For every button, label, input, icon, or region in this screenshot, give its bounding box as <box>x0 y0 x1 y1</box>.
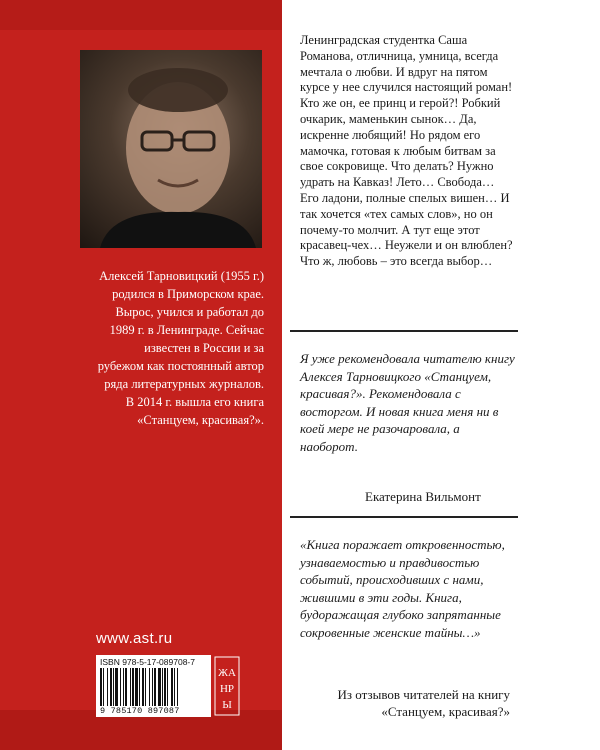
barcode-bar <box>120 668 121 706</box>
barcode-bar <box>177 668 178 706</box>
author-photo <box>80 50 262 248</box>
book-synopsis: Ленинградская студентка Саша Романова, отличница, умница, всегда мечтала о любви. И вдруг на пятом курсе у нее случился настоящий роман! Кто же он, ее принц и герой?! Робкий очкарик, маменькин сынок… Да, искренне любящий! Но рядом его мамочка, готовая к любым битвам за свое сокровище. Что делать? Нужно удрать на Кавказ! Лето… Свобода… Его ладони, полные спелых вишен… И так хочется «тех самых слов», но он почему-то молчит. А тут еще этот красавец-чех… Неужели и он влюблен? Что ж, любовь – это всегда выбор… <box>300 33 513 269</box>
svg-text:ЖА: ЖА <box>218 667 236 679</box>
review-quote-vilmont: Я уже рекомендовала читателю книгу Алексея Тарновицкого «Станцуем, красивая?». Рекомендовала с восторгом. И новая книга меня ни в коей мере не разочаровала, а наоборот. <box>300 351 515 454</box>
barcode-bar <box>142 668 144 706</box>
barcode-bar <box>135 668 138 706</box>
barcode-bar <box>162 668 163 706</box>
barcode-bar <box>130 668 131 706</box>
publisher-logo <box>214 656 240 716</box>
barcode-bar <box>149 668 150 706</box>
author-bio <box>96 267 264 429</box>
barcode-bar <box>154 668 156 706</box>
barcode-digits: 9 785170 897087 <box>100 706 180 716</box>
barcode-bar <box>107 668 108 706</box>
divider-bottom <box>290 516 518 518</box>
barcode-bar <box>145 668 146 706</box>
barcode-bar <box>103 668 104 706</box>
barcode-bar <box>132 668 134 706</box>
barcode-block <box>96 655 211 717</box>
barcode-bar <box>100 668 102 706</box>
barcode-bar <box>115 668 118 706</box>
reader-reviews-source: Из отзывов читателей на книгу «Станцуем, красивая?» <box>337 687 510 719</box>
barcode-bar <box>110 668 112 706</box>
author-bio-text: Алексей Тарновицкий (1955 г.) родился в Приморском крае. Вырос, учился и работал до 1989 г. в Ленинграде. Сейчас известен в России и за рубежом как постоянный автор ряда литературных журналов. В 2014 г. вышла его книга «Станцуем, красивая?». <box>97 269 264 427</box>
barcode-bar <box>174 668 175 706</box>
zhanry-logo-icon <box>214 656 240 716</box>
barcode-bar <box>164 668 166 706</box>
barcode-bar <box>125 668 127 706</box>
isbn-label: ISBN 978-5-17-089708-7 <box>100 657 195 667</box>
barcode-bar <box>158 668 161 706</box>
barcode-bar <box>139 668 140 706</box>
barcode-bar <box>171 668 173 706</box>
barcode-icon <box>100 668 207 706</box>
svg-text:Ы: Ы <box>222 699 232 711</box>
barcode-bar <box>113 668 114 706</box>
barcode-bar <box>152 668 153 706</box>
red-panel-top-strip <box>0 0 282 30</box>
reader-reviews-quote: «Книга поражает откровенностью, узнаваемостью и правдивостью событий, происходивших с нами, жившими в эти годы. Книга, будоражащая глубоко запрятанные сокровенные женские тайны…» <box>300 537 505 640</box>
review-author: Екатерина Вильмонт <box>365 489 481 504</box>
svg-text:НР: НР <box>219 683 235 695</box>
author-portrait-icon <box>80 50 262 248</box>
barcode-bar <box>167 668 168 706</box>
barcode-bar <box>123 668 124 706</box>
divider-top <box>290 330 518 332</box>
publisher-website[interactable]: www.ast.ru <box>96 630 173 647</box>
